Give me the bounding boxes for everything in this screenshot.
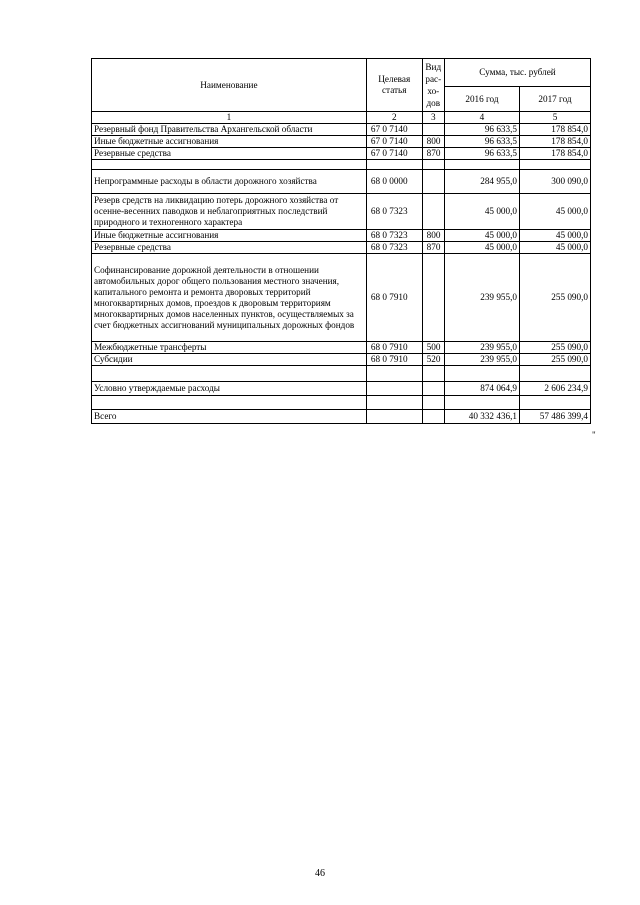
row-2016: 96 633,5: [444, 136, 519, 148]
table-row: [92, 136, 591, 148]
index-cell: 1: [92, 112, 367, 124]
row-code: 67 0 7140: [366, 136, 422, 148]
index-cell: 3: [422, 112, 444, 124]
index-cell: 5: [519, 112, 590, 124]
row-type: 800: [422, 136, 444, 148]
row-2016: 239 955,0: [444, 254, 519, 342]
row-2017: 45 000,0: [519, 230, 590, 242]
index-cell: 4: [444, 112, 519, 124]
row-code: 68 0 7323: [366, 230, 422, 242]
table-row: [92, 124, 591, 136]
row-code: [366, 410, 422, 424]
row-name: Резервные средства: [92, 148, 367, 160]
table-row: [92, 230, 591, 242]
row-2016: 239 955,0: [444, 354, 519, 366]
table-row: [92, 254, 591, 342]
row-2016: 874 064,9: [444, 382, 519, 396]
table-row: [92, 170, 591, 194]
header-type: Вид рас-хо-дов: [422, 59, 444, 112]
header-sum: Сумма, тыс. рублей: [444, 59, 590, 87]
row-name: Резервный фонд Правительства Архангельской области: [92, 124, 367, 136]
row-2016: 284 955,0: [444, 170, 519, 194]
row-type: 870: [422, 242, 444, 254]
table-row: [92, 382, 591, 396]
row-type: [422, 410, 444, 424]
row-code: 68 0 7910: [366, 354, 422, 366]
table-row: [92, 354, 591, 366]
row-type: 520: [422, 354, 444, 366]
table-row: [92, 148, 591, 160]
row-type: 500: [422, 342, 444, 354]
row-2016: 45 000,0: [444, 242, 519, 254]
row-name: Софинансирование дорожной деятельности в отношении автомобильных дорог общего пользования местного значения, капитального ремонта и ремонта дворовых территорий многоквартирных домов, проездов к дворовым территориям многоквартирных домов населенных пунктов, осуществляемых за счет бюджетных ассигнований муниципальных дорожных фондов: [92, 254, 367, 342]
row-2017: 45 000,0: [519, 242, 590, 254]
row-name: Резерв средств на ликвидацию потерь дорожного хозяйства от осенне-весенних паводков и неблагоприятных последствий природного и техногенного характера: [92, 194, 367, 230]
spacer-row: [92, 160, 591, 170]
table-row: [92, 194, 591, 230]
row-name: Иные бюджетные ассигнования: [92, 136, 367, 148]
row-code: [366, 382, 422, 396]
spacer-row: [92, 396, 591, 410]
table-row: [92, 410, 591, 424]
row-2017: 178 854,0: [519, 124, 590, 136]
row-2016: 96 633,5: [444, 124, 519, 136]
row-type: 800: [422, 230, 444, 242]
index-cell: 2: [366, 112, 422, 124]
index-row: [92, 112, 591, 124]
row-2017: 45 000,0: [519, 194, 590, 230]
row-code: 68 0 7910: [366, 342, 422, 354]
row-2016: 45 000,0: [444, 194, 519, 230]
header-code: Целевая статья: [366, 59, 422, 112]
row-type: [422, 124, 444, 136]
row-code: 68 0 0000: [366, 170, 422, 194]
row-name: Условно утверждаемые расходы: [92, 382, 367, 396]
header-year-2017: 2017 год: [519, 87, 590, 112]
row-code: 68 0 7323: [366, 242, 422, 254]
row-code: 67 0 7140: [366, 148, 422, 160]
row-code: 67 0 7140: [366, 124, 422, 136]
row-name: Резервные средства: [92, 242, 367, 254]
row-2017: 255 090,0: [519, 254, 590, 342]
row-type: [422, 170, 444, 194]
row-code: 68 0 7910: [366, 254, 422, 342]
spacer-row: [92, 366, 591, 382]
row-name: Иные бюджетные ассигнования: [92, 230, 367, 242]
row-2017: 2 606 234,9: [519, 382, 590, 396]
row-name: Межбюджетные трансферты: [92, 342, 367, 354]
row-2017: 57 486 399,4: [519, 410, 590, 424]
row-name: Непрограммные расходы в области дорожного хозяйства: [92, 170, 367, 194]
closing-quote: ": [592, 430, 596, 440]
row-code: 68 0 7323: [366, 194, 422, 230]
row-2017: 178 854,0: [519, 148, 590, 160]
row-2016: 239 955,0: [444, 342, 519, 354]
row-2017: 255 090,0: [519, 342, 590, 354]
row-2017: 178 854,0: [519, 136, 590, 148]
row-2016: 40 332 436,1: [444, 410, 519, 424]
row-2016: 45 000,0: [444, 230, 519, 242]
row-name: Субсидии: [92, 354, 367, 366]
table-row: [92, 242, 591, 254]
table-row: [92, 342, 591, 354]
row-type: [422, 254, 444, 342]
row-name: Всего: [92, 410, 367, 424]
page-number: 46: [315, 868, 325, 879]
row-2017: 255 090,0: [519, 354, 590, 366]
row-type: 870: [422, 148, 444, 160]
row-2017: 300 090,0: [519, 170, 590, 194]
row-2016: 96 633,5: [444, 148, 519, 160]
header-year-2016: 2016 год: [444, 87, 519, 112]
row-type: [422, 194, 444, 230]
header-name: Наименование: [92, 59, 367, 112]
row-type: [422, 382, 444, 396]
budget-table: [91, 58, 591, 424]
